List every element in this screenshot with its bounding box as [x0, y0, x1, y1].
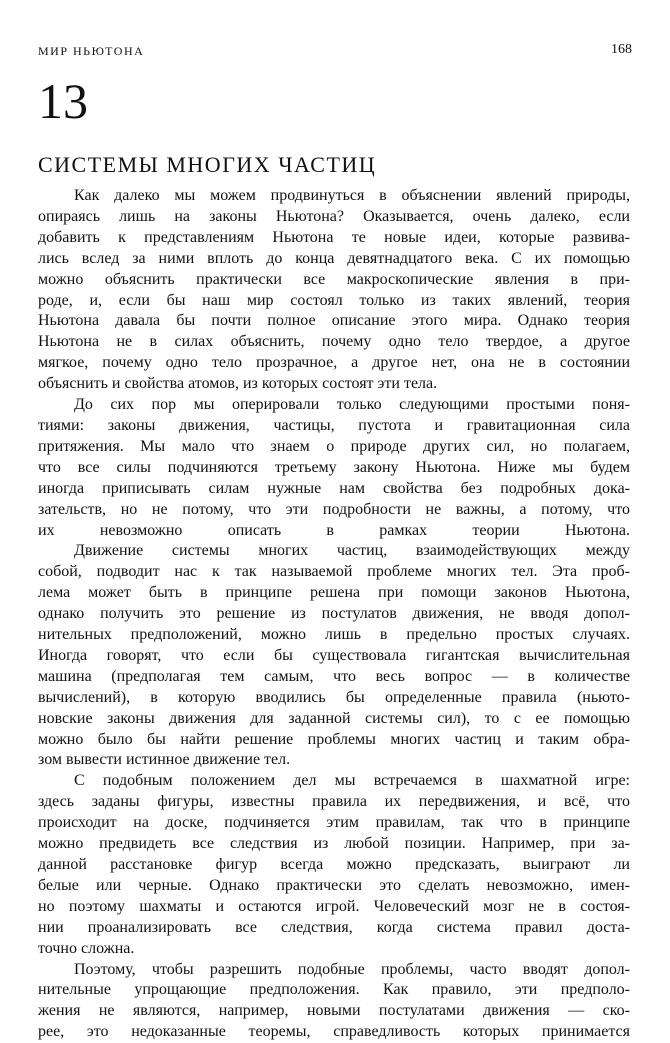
text-line: мягкое, почему одно тело прозрачное, а другое нет, она не в состоянии	[38, 354, 630, 372]
chapter-title: СИСТЕМЫ МНОГИХ ЧАСТИЦ	[38, 152, 377, 177]
text-line: До сих пор мы оперировали только следующими простыми поня-	[74, 396, 630, 414]
text-line: вычислений), в которую вводились бы определенные правила (ньюто-	[38, 688, 630, 706]
text-line: можно предвидеть все следствия из любой позиции. Например, при за-	[38, 835, 630, 853]
text-line: происходит на доске, подчиняется этим правилам, так что в принципе	[38, 814, 630, 832]
text-line: нительных предположений, можно лишь в предельно простых случаях.	[38, 626, 630, 644]
text-line: но поэтому шахматы и остаются игрой. Человеческий мозг не в состоя-	[38, 897, 630, 915]
text-line: зом вывести истинное движение тел.	[38, 751, 291, 769]
text-line: машина (предполагая тем самым, что весь вопрос — в количестве	[38, 667, 630, 685]
text-line: С подобным положением дел мы встречаемся в шахматной игре:	[74, 772, 630, 790]
text-line: собой, подводит нас к так называемой проблеме многих тел. Эта проб-	[38, 563, 630, 581]
text-line: Движение системы многих частиц, взаимодействующих между	[74, 542, 630, 560]
text-line: их невозможно описать в рамках теории Ньютона.	[38, 521, 630, 539]
text-line: жения не являются, например, новыми постулатами движения — ско-	[38, 1002, 630, 1020]
paragraph	[38, 541, 630, 771]
text-line: можно объяснить практически все макроскопические явления в при-	[38, 270, 630, 288]
text-line: объяснить и свойства атомов, из которых состоят эти тела.	[38, 375, 438, 393]
text-line: Ньютона не в силах объяснить, почему одно тело твердое, а другое	[38, 333, 630, 351]
text-line: опираясь лишь на законы Ньютона? Оказывается, очень далеко, если	[38, 207, 630, 225]
text-line: Ньютона давала бы почти полное описание этого мира. Однако теория	[38, 312, 630, 330]
text-line: лема может быть в принципе решена при помощи законов Ньютона,	[38, 584, 630, 602]
text-line: Иногда говорят, что если бы существовала гигантская вычислительная	[38, 646, 630, 664]
paragraph	[38, 395, 630, 541]
text-line: здесь заданы фигуры, известны правила их передвижения, и всё, что	[38, 793, 630, 811]
text-line: точно сложна.	[38, 939, 135, 957]
text-line: белые или черные. Однако практически это сделать невозможно, имен-	[38, 876, 630, 894]
paragraph	[38, 186, 630, 395]
text-line: можно было бы найти решение проблемы многих частиц и таким обра-	[38, 730, 630, 748]
text-line: роде, и, если бы наш мир состоял только из таких явлений, теория	[38, 291, 630, 309]
text-line: зательств, но не потому, что эти подробности не важны, а потому, что	[38, 500, 630, 518]
text-line: однако получить это решение из постулатов движения, не вводя допол-	[38, 605, 630, 623]
text-line: добавить к представлениям Ньютона те новые идеи, которые развива-	[38, 228, 630, 246]
paragraph	[38, 960, 630, 1043]
text-line: Поэтому, чтобы разрешить подобные проблемы, часто вводят допол-	[74, 960, 630, 978]
paragraph	[38, 771, 630, 959]
text-line: нительные упрощающие предположения. Как правило, эти предполо-	[38, 981, 630, 999]
text-line: нии проанализировать все следствия, когда система правил доста-	[38, 918, 630, 936]
running-head: МИР НЬЮТОНА	[38, 44, 145, 58]
text-line: что все силы подчиняются третьему закону Ньютона. Ниже мы будем	[38, 458, 630, 476]
text-line: рее, это недоказанные теоремы, справедливость которых принимается	[38, 1023, 630, 1041]
text-line: Как далеко мы можем продвинуться в объяснении явлений природы,	[74, 187, 630, 204]
text-line: тиями: законы движения, частицы, пустота и гравитационная сила	[38, 416, 630, 434]
text-line: иногда приписывать силам нужные нам свойства без подробных дока-	[38, 479, 630, 497]
page-number: 168	[611, 42, 632, 57]
text-line: притяжения. Мы мало что знаем о природе других сил, но полагаем,	[38, 437, 630, 455]
chapter-number: 13	[38, 73, 88, 129]
body-text	[38, 186, 630, 1043]
text-line: данной расстановке фигур всегда можно предсказать, выиграют ли	[38, 856, 630, 873]
text-line: новские законы движения для заданной системы сил), то с ее помощью	[38, 709, 630, 727]
text-line: лись вслед за ними вплоть до конца девятнадцатого века. С их помощью	[38, 249, 630, 267]
